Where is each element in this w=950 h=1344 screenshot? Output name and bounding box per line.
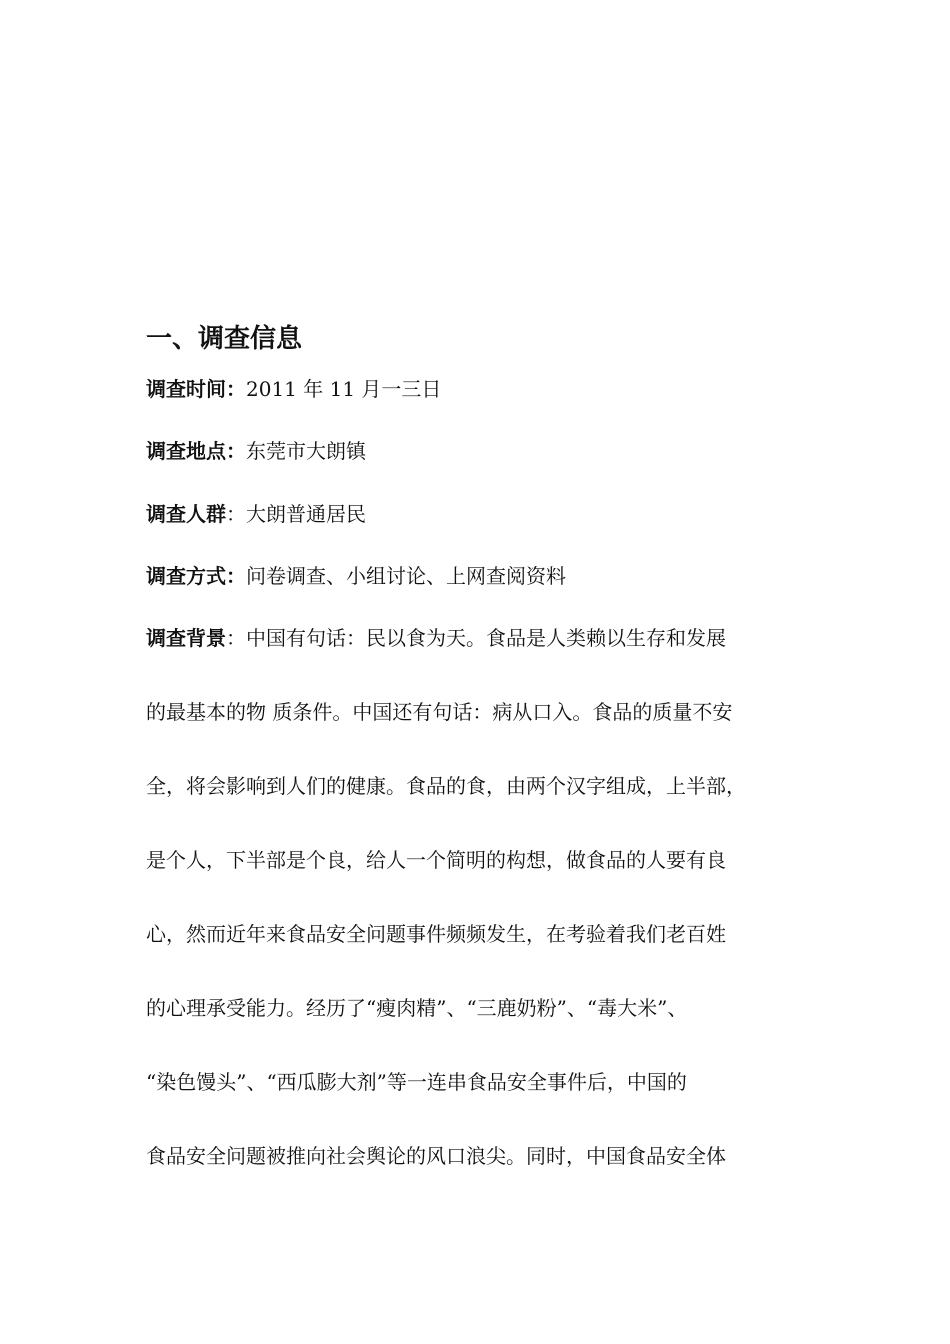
- section-heading: 一、调查信息: [146, 324, 303, 354]
- survey-place-row: [146, 436, 366, 466]
- survey-background-paragraph: [146, 623, 826, 1215]
- background-line: [146, 623, 826, 697]
- survey-people-value: 大朗普通居民: [246, 502, 366, 526]
- survey-place-value: 东莞市大朗镇: [246, 439, 366, 463]
- survey-method-label: 调查方式：: [146, 564, 246, 588]
- background-line: “染色馒头”、“西瓜膨大剂”等一连串食品安全事件后，中国的: [146, 1070, 687, 1094]
- survey-method-value: 问卷调查、小组讨论、上网查阅资料: [246, 564, 566, 588]
- background-line: 的心理承受能力。经历了“瘦肉精”、“三鹿奶粉”、“毒大米”、: [146, 996, 688, 1020]
- background-line: 食品安全问题被推向社会舆论的风口浪尖。同时，中国食品安全体: [146, 1144, 726, 1168]
- survey-background-label: 调查背景: [146, 626, 226, 650]
- background-line: 心，然而近年来食品安全问题事件频频发生，在考验着我们老百姓: [146, 922, 726, 946]
- survey-time-value: 2011 年 11 月一三日: [246, 377, 442, 401]
- survey-people-separator: ：: [226, 502, 246, 526]
- survey-place-label: 调查地点：: [146, 439, 246, 463]
- background-line: 的最基本的物 质条件。中国还有句话：病从口入。食品的质量不安: [146, 700, 733, 724]
- background-line-text: ：中国有句话：民以食为天。食品是人类赖以生存和发展: [226, 626, 726, 650]
- survey-time-row: [146, 374, 441, 404]
- survey-people-row: [146, 499, 366, 529]
- survey-time-label: 调查时间：: [146, 377, 246, 401]
- background-line: 全，将会影响到人们的健康。食品的食，由两个汉字组成，上半部，: [146, 774, 746, 798]
- survey-method-row: [146, 561, 566, 591]
- survey-people-label: 调查人群: [146, 502, 226, 526]
- background-line: 是个人，下半部是个良，给人一个简明的构想，做食品的人要有良: [146, 848, 726, 872]
